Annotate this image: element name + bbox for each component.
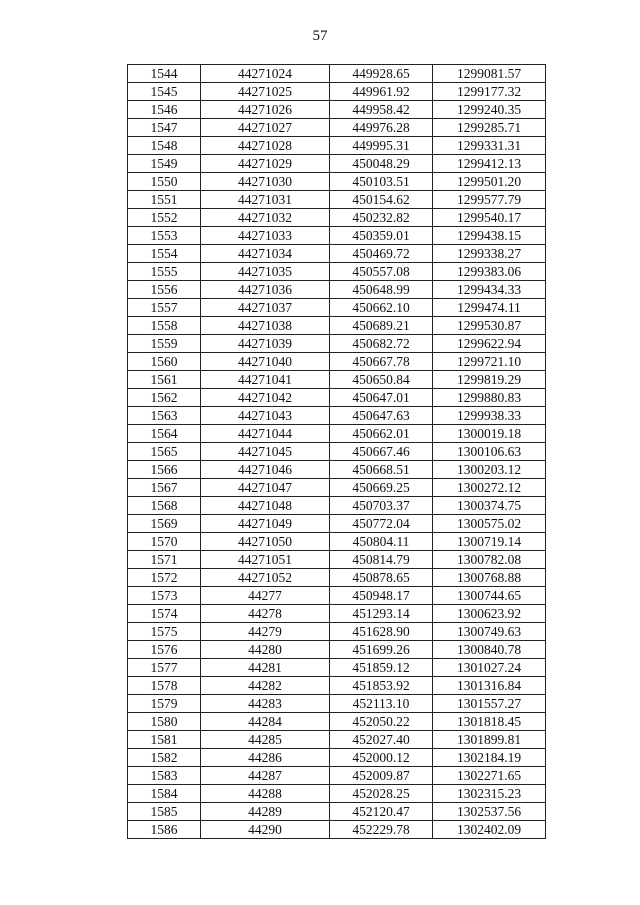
- point-number-cell: 1550: [128, 173, 201, 191]
- point-id-cell: 44271036: [201, 281, 330, 299]
- x-coordinate-cell: 449958.42: [330, 101, 433, 119]
- point-id-cell: 44271045: [201, 443, 330, 461]
- x-coordinate-cell: 450154.62: [330, 191, 433, 209]
- point-number-cell: 1561: [128, 371, 201, 389]
- table-row: [128, 677, 546, 695]
- point-number-cell: 1551: [128, 191, 201, 209]
- point-number-cell: 1569: [128, 515, 201, 533]
- y-coordinate-cell: 1300749.63: [433, 623, 546, 641]
- y-coordinate-cell: 1299474.11: [433, 299, 546, 317]
- y-coordinate-cell: 1299622.94: [433, 335, 546, 353]
- x-coordinate-cell: 450647.01: [330, 389, 433, 407]
- x-coordinate-cell: 450667.78: [330, 353, 433, 371]
- table-row: [128, 749, 546, 767]
- point-number-cell: 1571: [128, 551, 201, 569]
- x-coordinate-cell: 450557.08: [330, 263, 433, 281]
- y-coordinate-cell: 1299285.71: [433, 119, 546, 137]
- x-coordinate-cell: 450669.25: [330, 479, 433, 497]
- y-coordinate-cell: 1299412.13: [433, 155, 546, 173]
- point-number-cell: 1585: [128, 803, 201, 821]
- y-coordinate-cell: 1299721.10: [433, 353, 546, 371]
- x-coordinate-cell: 449961.92: [330, 83, 433, 101]
- point-number-cell: 1544: [128, 65, 201, 83]
- point-number-cell: 1554: [128, 245, 201, 263]
- point-id-cell: 44271044: [201, 425, 330, 443]
- y-coordinate-cell: 1299938.33: [433, 407, 546, 425]
- point-id-cell: 44271046: [201, 461, 330, 479]
- x-coordinate-cell: 450948.17: [330, 587, 433, 605]
- y-coordinate-cell: 1299438.15: [433, 227, 546, 245]
- point-id-cell: 44271033: [201, 227, 330, 245]
- point-id-cell: 44290: [201, 821, 330, 839]
- y-coordinate-cell: 1300744.65: [433, 587, 546, 605]
- table-row: [128, 209, 546, 227]
- point-id-cell: 44271040: [201, 353, 330, 371]
- y-coordinate-cell: 1302184.19: [433, 749, 546, 767]
- table-row: [128, 425, 546, 443]
- page-number: 57: [312, 28, 328, 44]
- point-id-cell: 44271051: [201, 551, 330, 569]
- y-coordinate-cell: 1300768.88: [433, 569, 546, 587]
- point-id-cell: 44271042: [201, 389, 330, 407]
- table-row: [128, 623, 546, 641]
- table-row: [128, 821, 546, 839]
- x-coordinate-cell: 450689.21: [330, 317, 433, 335]
- coordinate-table-body: [128, 65, 546, 839]
- point-number-cell: 1566: [128, 461, 201, 479]
- point-id-cell: 44271050: [201, 533, 330, 551]
- point-id-cell: 44271025: [201, 83, 330, 101]
- x-coordinate-cell: 450703.37: [330, 497, 433, 515]
- table-row: [128, 281, 546, 299]
- y-coordinate-cell: 1299338.27: [433, 245, 546, 263]
- y-coordinate-cell: 1302537.56: [433, 803, 546, 821]
- x-coordinate-cell: 452229.78: [330, 821, 433, 839]
- point-id-cell: 44271029: [201, 155, 330, 173]
- point-number-cell: 1582: [128, 749, 201, 767]
- y-coordinate-cell: 1300019.18: [433, 425, 546, 443]
- y-coordinate-cell: 1299081.57: [433, 65, 546, 83]
- table-row: [128, 767, 546, 785]
- y-coordinate-cell: 1299434.33: [433, 281, 546, 299]
- x-coordinate-cell: 450662.10: [330, 299, 433, 317]
- x-coordinate-cell: 451859.12: [330, 659, 433, 677]
- y-coordinate-cell: 1302271.65: [433, 767, 546, 785]
- y-coordinate-cell: 1300782.08: [433, 551, 546, 569]
- table-row: [128, 695, 546, 713]
- point-id-cell: 44271028: [201, 137, 330, 155]
- table-row: [128, 443, 546, 461]
- table-row: [128, 407, 546, 425]
- x-coordinate-cell: 449976.28: [330, 119, 433, 137]
- y-coordinate-cell: 1300106.63: [433, 443, 546, 461]
- table-row: [128, 155, 546, 173]
- y-coordinate-cell: 1300374.75: [433, 497, 546, 515]
- x-coordinate-cell: 452027.40: [330, 731, 433, 749]
- x-coordinate-cell: 452113.10: [330, 695, 433, 713]
- point-id-cell: 44284: [201, 713, 330, 731]
- x-coordinate-cell: 451628.90: [330, 623, 433, 641]
- x-coordinate-cell: 450647.63: [330, 407, 433, 425]
- point-number-cell: 1552: [128, 209, 201, 227]
- point-id-cell: 44271041: [201, 371, 330, 389]
- y-coordinate-cell: 1299530.87: [433, 317, 546, 335]
- y-coordinate-cell: 1300840.78: [433, 641, 546, 659]
- y-coordinate-cell: 1300272.12: [433, 479, 546, 497]
- point-id-cell: 44289: [201, 803, 330, 821]
- table-row: [128, 137, 546, 155]
- x-coordinate-cell: 450469.72: [330, 245, 433, 263]
- point-number-cell: 1563: [128, 407, 201, 425]
- table-row: [128, 299, 546, 317]
- point-number-cell: 1570: [128, 533, 201, 551]
- x-coordinate-cell: 452028.25: [330, 785, 433, 803]
- point-id-cell: 44271039: [201, 335, 330, 353]
- table-row: [128, 731, 546, 749]
- y-coordinate-cell: 1300575.02: [433, 515, 546, 533]
- x-coordinate-cell: 452050.22: [330, 713, 433, 731]
- point-id-cell: 44271052: [201, 569, 330, 587]
- point-id-cell: 44271047: [201, 479, 330, 497]
- table-row: [128, 803, 546, 821]
- x-coordinate-cell: 450814.79: [330, 551, 433, 569]
- point-id-cell: 44271038: [201, 317, 330, 335]
- point-number-cell: 1579: [128, 695, 201, 713]
- x-coordinate-cell: 450682.72: [330, 335, 433, 353]
- x-coordinate-cell: 450662.01: [330, 425, 433, 443]
- table-row: [128, 461, 546, 479]
- point-number-cell: 1559: [128, 335, 201, 353]
- point-id-cell: 44271032: [201, 209, 330, 227]
- y-coordinate-cell: 1299383.06: [433, 263, 546, 281]
- y-coordinate-cell: 1299240.35: [433, 101, 546, 119]
- x-coordinate-cell: 450804.11: [330, 533, 433, 551]
- point-number-cell: 1565: [128, 443, 201, 461]
- x-coordinate-cell: 450650.84: [330, 371, 433, 389]
- point-id-cell: 44283: [201, 695, 330, 713]
- point-id-cell: 44280: [201, 641, 330, 659]
- point-number-cell: 1562: [128, 389, 201, 407]
- y-coordinate-cell: 1299540.17: [433, 209, 546, 227]
- point-number-cell: 1577: [128, 659, 201, 677]
- point-id-cell: 44271037: [201, 299, 330, 317]
- point-id-cell: 44271043: [201, 407, 330, 425]
- point-number-cell: 1574: [128, 605, 201, 623]
- point-id-cell: 44285: [201, 731, 330, 749]
- x-coordinate-cell: 450103.51: [330, 173, 433, 191]
- x-coordinate-cell: 450668.51: [330, 461, 433, 479]
- point-id-cell: 44271049: [201, 515, 330, 533]
- table-row: [128, 389, 546, 407]
- x-coordinate-cell: 451293.14: [330, 605, 433, 623]
- x-coordinate-cell: 451853.92: [330, 677, 433, 695]
- point-id-cell: 44271035: [201, 263, 330, 281]
- point-id-cell: 44271048: [201, 497, 330, 515]
- y-coordinate-cell: 1302402.09: [433, 821, 546, 839]
- x-coordinate-cell: 450667.46: [330, 443, 433, 461]
- table-row: [128, 569, 546, 587]
- point-id-cell: 44278: [201, 605, 330, 623]
- x-coordinate-cell: 450359.01: [330, 227, 433, 245]
- point-number-cell: 1567: [128, 479, 201, 497]
- point-number-cell: 1564: [128, 425, 201, 443]
- x-coordinate-cell: 452120.47: [330, 803, 433, 821]
- table-row: [128, 119, 546, 137]
- point-id-cell: 44281: [201, 659, 330, 677]
- table-row: [128, 245, 546, 263]
- table-row: [128, 659, 546, 677]
- point-id-cell: 44286: [201, 749, 330, 767]
- table-row: [128, 641, 546, 659]
- x-coordinate-cell: 451699.26: [330, 641, 433, 659]
- point-number-cell: 1584: [128, 785, 201, 803]
- point-number-cell: 1578: [128, 677, 201, 695]
- point-number-cell: 1568: [128, 497, 201, 515]
- y-coordinate-cell: 1299331.31: [433, 137, 546, 155]
- point-id-cell: 44287: [201, 767, 330, 785]
- x-coordinate-cell: 450232.82: [330, 209, 433, 227]
- table-row: [128, 551, 546, 569]
- point-number-cell: 1586: [128, 821, 201, 839]
- y-coordinate-cell: 1301316.84: [433, 677, 546, 695]
- point-number-cell: 1557: [128, 299, 201, 317]
- y-coordinate-cell: 1300719.14: [433, 533, 546, 551]
- point-number-cell: 1580: [128, 713, 201, 731]
- point-number-cell: 1560: [128, 353, 201, 371]
- table-row: [128, 65, 546, 83]
- y-coordinate-cell: 1300203.12: [433, 461, 546, 479]
- table-row: [128, 173, 546, 191]
- point-id-cell: 44271034: [201, 245, 330, 263]
- x-coordinate-cell: 450772.04: [330, 515, 433, 533]
- y-coordinate-cell: 1299577.79: [433, 191, 546, 209]
- point-number-cell: 1583: [128, 767, 201, 785]
- x-coordinate-cell: 450648.99: [330, 281, 433, 299]
- table-row: [128, 335, 546, 353]
- y-coordinate-cell: 1299819.29: [433, 371, 546, 389]
- coordinate-table: [127, 64, 546, 839]
- point-number-cell: 1575: [128, 623, 201, 641]
- table-row: [128, 605, 546, 623]
- y-coordinate-cell: 1301027.24: [433, 659, 546, 677]
- y-coordinate-cell: 1302315.23: [433, 785, 546, 803]
- table-row: [128, 713, 546, 731]
- x-coordinate-cell: 452009.87: [330, 767, 433, 785]
- point-number-cell: 1548: [128, 137, 201, 155]
- point-number-cell: 1573: [128, 587, 201, 605]
- point-number-cell: 1572: [128, 569, 201, 587]
- point-id-cell: 44271024: [201, 65, 330, 83]
- x-coordinate-cell: 449928.65: [330, 65, 433, 83]
- table-row: [128, 497, 546, 515]
- table-row: [128, 227, 546, 245]
- table-row: [128, 83, 546, 101]
- y-coordinate-cell: 1299501.20: [433, 173, 546, 191]
- table-row: [128, 263, 546, 281]
- point-number-cell: 1546: [128, 101, 201, 119]
- point-id-cell: 44271031: [201, 191, 330, 209]
- point-number-cell: 1553: [128, 227, 201, 245]
- table-row: [128, 191, 546, 209]
- point-number-cell: 1556: [128, 281, 201, 299]
- point-number-cell: 1545: [128, 83, 201, 101]
- y-coordinate-cell: 1301899.81: [433, 731, 546, 749]
- x-coordinate-cell: 449995.31: [330, 137, 433, 155]
- point-id-cell: 44271030: [201, 173, 330, 191]
- point-number-cell: 1549: [128, 155, 201, 173]
- point-id-cell: 44279: [201, 623, 330, 641]
- table-row: [128, 533, 546, 551]
- table-row: [128, 317, 546, 335]
- point-id-cell: 44288: [201, 785, 330, 803]
- point-id-cell: 44277: [201, 587, 330, 605]
- point-id-cell: 44271026: [201, 101, 330, 119]
- table-row: [128, 515, 546, 533]
- point-number-cell: 1581: [128, 731, 201, 749]
- point-number-cell: 1558: [128, 317, 201, 335]
- table-row: [128, 371, 546, 389]
- x-coordinate-cell: 452000.12: [330, 749, 433, 767]
- table-row: [128, 101, 546, 119]
- y-coordinate-cell: 1301818.45: [433, 713, 546, 731]
- x-coordinate-cell: 450878.65: [330, 569, 433, 587]
- y-coordinate-cell: 1300623.92: [433, 605, 546, 623]
- x-coordinate-cell: 450048.29: [330, 155, 433, 173]
- table-row: [128, 785, 546, 803]
- point-number-cell: 1576: [128, 641, 201, 659]
- point-id-cell: 44282: [201, 677, 330, 695]
- y-coordinate-cell: 1299177.32: [433, 83, 546, 101]
- point-id-cell: 44271027: [201, 119, 330, 137]
- y-coordinate-cell: 1299880.83: [433, 389, 546, 407]
- table-row: [128, 353, 546, 371]
- point-number-cell: 1547: [128, 119, 201, 137]
- table-row: [128, 587, 546, 605]
- table-row: [128, 479, 546, 497]
- point-number-cell: 1555: [128, 263, 201, 281]
- y-coordinate-cell: 1301557.27: [433, 695, 546, 713]
